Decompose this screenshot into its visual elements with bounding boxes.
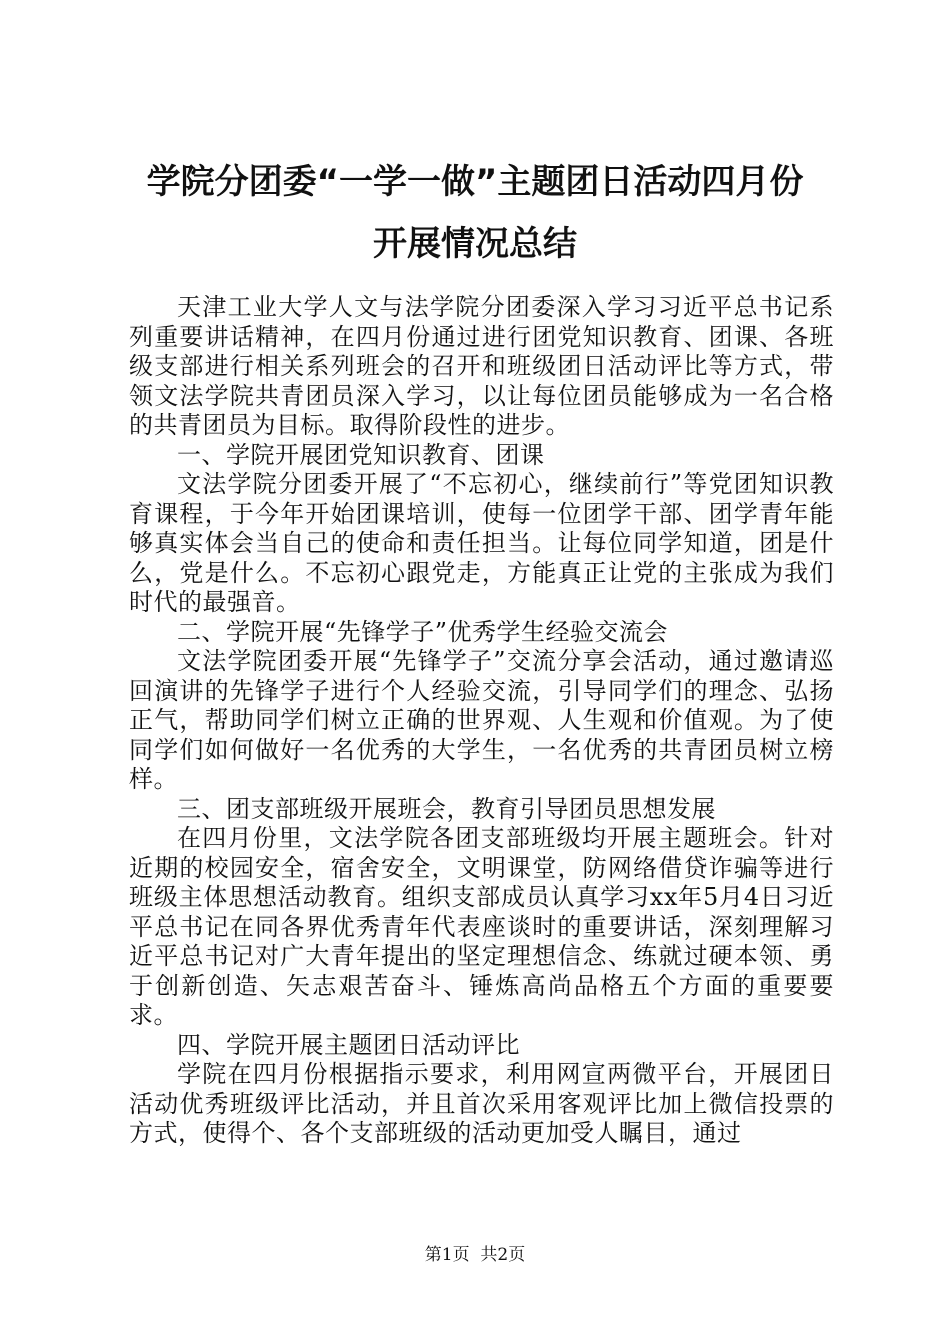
section-heading-1: 一、学院开展团党知识教育、团课 [177, 440, 545, 469]
paragraph-intro: 天津工业大学人文与法学院分团委深入学习习近平总书记系列重要讲话精神，在四月份通过进行团党知识教育、团课、各班级支部进行相关系列班会的召开和班级团日活动评比等方式，带领文法学院共青团员深入学习，以让每位团员能够成为一名合格的共青团员为目标。取得阶段性的进步。 [129, 293, 834, 439]
document-title-line-2: 开展情况总结 [373, 224, 577, 264]
paragraph-section-1: 文法学院分团委开展了“不忘初心，继续前行”等党团知识教育课程，于今年开始团课培训，使每一位团学干部、团学青年能够真实体会当自己的使命和责任担当。让每位同学知道，团是什么，党是什么。不忘初心跟党走，方能真正让党的主张成为我们时代的最强音。 [129, 470, 834, 616]
document-title-line-1: 学院分团委“一学一做”主题团日活动四月份 [146, 162, 804, 202]
paragraph-section-2: 文法学院团委开展“先锋学子”交流分享会活动，通过邀请巡回演讲的先锋学子进行个人经验交流，引导同学们的理念、弘扬正气，帮助同学们树立正确的世界观、人生观和价值观。为了使同学们如何做好一名优秀的大学生，一名优秀的共青团员树立榜样。 [129, 647, 834, 793]
section-heading-3: 三、团支部班级开展班会，教育引导团员思想发展 [177, 794, 716, 823]
paragraph-section-4: 学院在四月份根据指示要求，利用网宣两微平台，开展团日活动优秀班级评比活动，并且首次采用客观评比加上微信投票的方式，使得个、各个支部班级的活动更加受人瞩目，通过 [129, 1060, 834, 1147]
section-heading-2: 二、学院开展“先锋学子”优秀学生经验交流会 [177, 617, 669, 646]
page-number-footer: 第1页 共2页 [424, 1245, 526, 1265]
section-heading-4: 四、学院开展主题团日活动评比 [177, 1030, 520, 1059]
paragraph-section-3: 在四月份里，文法学院各团支部班级均开展主题班会。针对近期的校园安全，宿舍安全，文明课堂，防网络借贷诈骗等进行班级主体思想活动教育。组织支部成员认真学习xx年5月4日习近平总书记在同各界优秀青年代表座谈时的重要讲话，深刻理解习近平总书记对广大青年提出的坚定理想信念、练就过硬本领、勇于创新创造、矢志艰苦奋斗、锤炼高尚品格五个方面的重要要求。 [129, 824, 834, 1029]
document-body [129, 293, 834, 1149]
